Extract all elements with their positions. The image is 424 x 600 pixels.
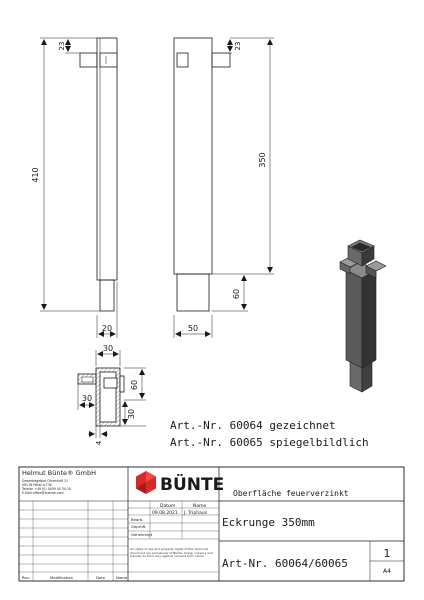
side-dimensions: [174, 38, 274, 338]
article-number: Art-Nr. 60064/60065: [222, 557, 348, 570]
side-lug-right: [212, 53, 230, 67]
legal-notice: All rights of use and property rights of this technical document are exclusively of Bünte. Using, copying and transfer to third only against consent from owner.: [130, 548, 213, 559]
front-dimensions: [40, 38, 117, 338]
sheet-number: 1: [383, 547, 391, 560]
drawn-by: J. Triphaus: [184, 511, 208, 516]
dim-sec-wall: 4: [95, 440, 103, 446]
iso-body-side: [362, 270, 376, 368]
dim-side-top: 23: [234, 41, 242, 51]
company-address-1: Gewerbegebiet Ohlenhoff 11: [22, 479, 69, 483]
footer-rev: Rev.: [22, 575, 30, 580]
hdr-date: Datum: [160, 504, 176, 509]
brand-logo-text: BÜNTE: [160, 475, 225, 495]
dim-front-width: 20: [101, 324, 113, 333]
dim-front-height: 410: [31, 167, 40, 183]
section-notch: [104, 378, 117, 388]
dim-side-upper: 350: [258, 152, 267, 168]
paper-size: A4: [383, 568, 391, 575]
part-name: Eckrunge 350mm: [222, 516, 315, 529]
side-view: [174, 38, 230, 311]
company-name: Helmut Bünte® GmbH: [22, 469, 96, 477]
footer-modification: Modification: [50, 575, 74, 580]
dim-front-top: 23: [58, 41, 66, 51]
section-view: [78, 368, 124, 438]
dim-side-width: 50: [187, 324, 199, 333]
dim-sec-inner-width: 30: [81, 394, 93, 403]
drawn-date: 09.08.2021: [152, 511, 178, 516]
brand-logo: [136, 471, 224, 495]
front-post-foot: [100, 280, 114, 311]
company-address-4: E-Mail office@buente.com: [22, 491, 64, 495]
side-lug-window: [177, 53, 188, 67]
row-genehmigt: Genehmigt: [131, 532, 153, 537]
front-view: [80, 38, 117, 311]
footer-date: Date: [96, 575, 106, 580]
row-bearbeitet: Bearb.: [131, 517, 144, 522]
note-drawn-article: Art.-Nr. 60064 gezeichnet: [170, 419, 336, 432]
company-address-3: Telefon +49 (0) 5409 40 34-10: [22, 487, 72, 491]
front-lug-right: [100, 53, 117, 67]
company-address-2: 49176 Hilter a.T.W.: [22, 483, 53, 487]
section-tab: [120, 376, 124, 392]
row-geprueft: Geprüft: [131, 524, 146, 529]
hdr-name: Name: [193, 504, 207, 509]
dim-sec-top-width: 30: [102, 344, 114, 353]
dim-sec-bottom-height: 30: [127, 408, 136, 420]
side-post-foot: [177, 274, 209, 311]
surface-finish: Oberfläche feuerverzinkt: [233, 489, 349, 498]
dim-sec-right-height: 60: [130, 379, 139, 391]
dim-side-lower: 60: [232, 288, 241, 300]
isometric-view: [340, 240, 386, 392]
footer-name: Name: [116, 575, 128, 580]
front-lug-left: [80, 53, 97, 67]
iso-body-front: [346, 270, 362, 368]
side-post-body: [174, 38, 212, 274]
note-mirrored-article: Art.-Nr. 60065 spiegelbildlich: [170, 436, 369, 449]
